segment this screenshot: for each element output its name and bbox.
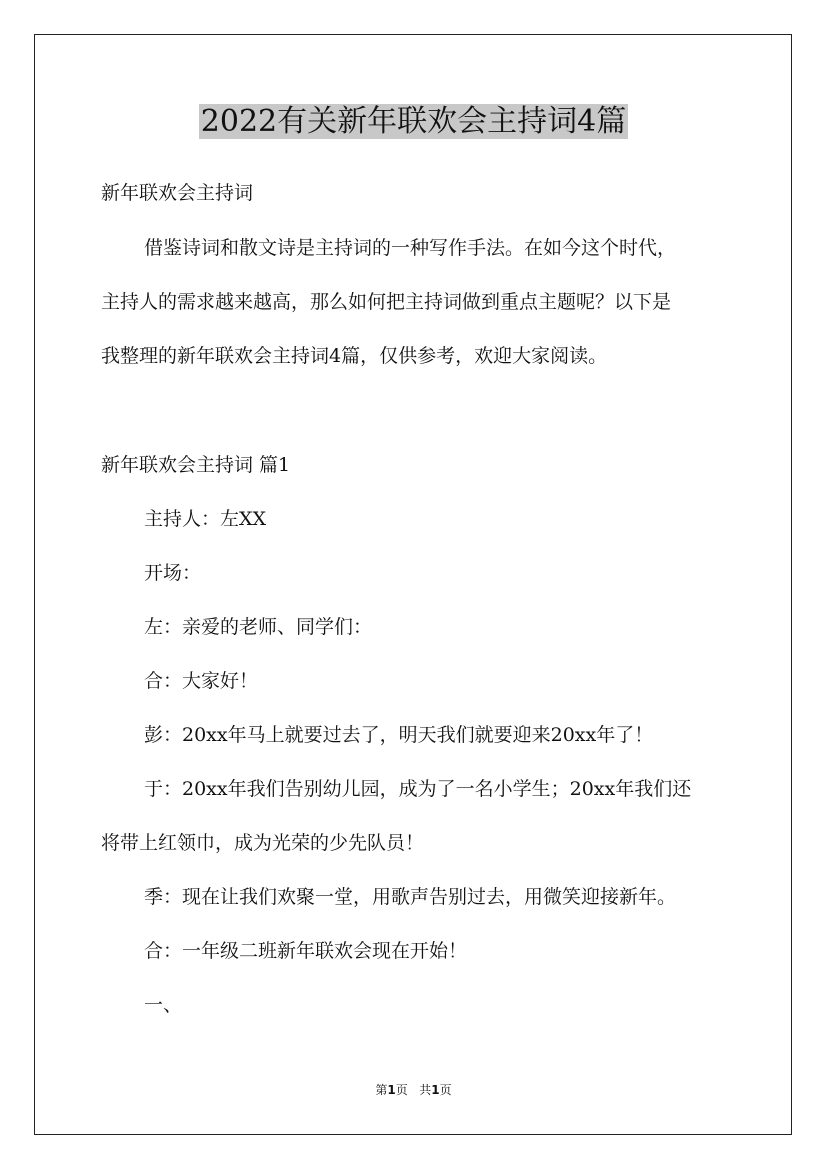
footer-total-prefix: 共	[419, 1083, 432, 1097]
footer-page-number: 1	[387, 1083, 396, 1097]
body-line-4: 合：大家好！	[144, 670, 259, 692]
body-line-3: 左：亲爱的老师、同学们：	[144, 616, 373, 638]
body-line-5: 彭：20xx年马上就要过去了，明天我们就要迎来20xx年了！	[144, 724, 654, 746]
section-heading: 新年联欢会主持词 篇1	[101, 454, 291, 476]
body-line-2: 开场：	[144, 562, 202, 584]
document-title-text: 2022有关新年联欢会主持词4篇	[200, 104, 627, 139]
body-line-6: 于：20xx年我们告别幼儿园，成为了一名小学生；20xx年我们还	[144, 778, 692, 800]
intro-line-1: 借鉴诗词和散文诗是主持词的一种写作手法。在如今这个时代，	[144, 237, 677, 259]
footer-total-number: 1	[431, 1083, 440, 1097]
intro-line-2: 主持人的需求越来越高，那么如何把主持词做到重点主题呢？以下是	[101, 291, 672, 313]
footer-page-suffix: 页	[395, 1083, 408, 1097]
document-subtitle: 新年联欢会主持词	[101, 182, 254, 204]
body-line-7: 将带上红领巾，成为光荣的少先队员！	[101, 832, 425, 854]
footer-page-prefix: 第	[375, 1083, 388, 1097]
document-title	[0, 102, 827, 142]
body-line-9: 合：一年级二班新年联欢会现在开始！	[144, 940, 468, 962]
page-footer	[0, 1082, 827, 1098]
body-line-8: 季：现在让我们欢聚一堂，用歌声告别过去，用微笑迎接新年。	[144, 886, 677, 908]
intro-line-3: 我整理的新年联欢会主持词4篇，仅供参考，欢迎大家阅读。	[101, 345, 608, 367]
body-line-10: 一、	[144, 994, 183, 1016]
body-line-1: 主持人：左XX	[144, 508, 267, 530]
footer-total-suffix: 页	[439, 1083, 452, 1097]
